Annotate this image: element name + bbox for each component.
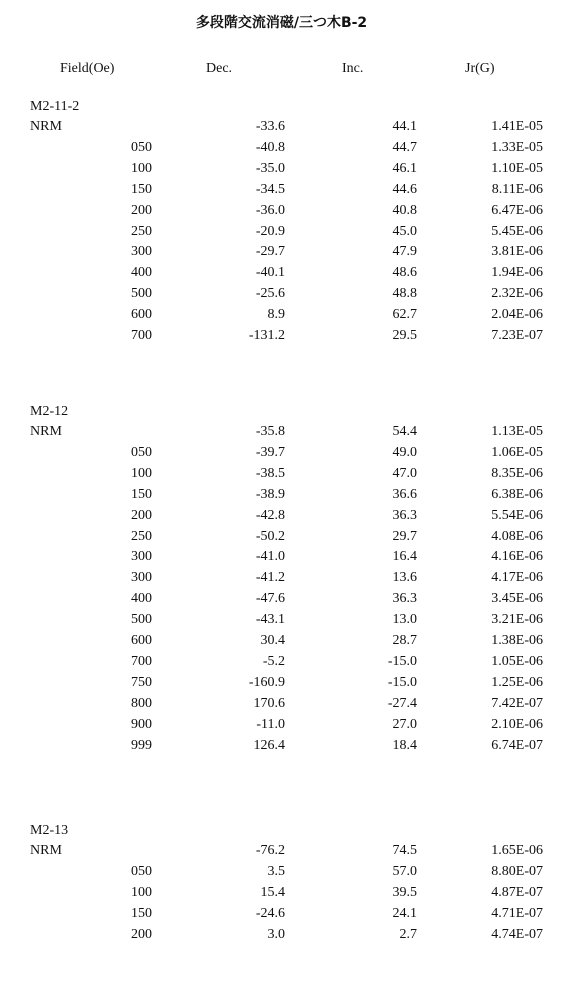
dec-cell: -43.1 xyxy=(255,612,285,628)
table-row xyxy=(0,487,563,507)
field-cell: 750 xyxy=(131,674,152,690)
table-row xyxy=(0,633,563,653)
dec-cell: -40.1 xyxy=(255,265,285,281)
jr-cell: 1.06E-05 xyxy=(491,444,543,460)
jr-cell: 2.10E-06 xyxy=(491,716,543,732)
table-row xyxy=(0,161,563,181)
field-cell: 500 xyxy=(131,612,152,628)
jr-cell: 1.41E-05 xyxy=(491,119,543,134)
field-cell: 050 xyxy=(131,139,152,155)
inc-cell: 74.5 xyxy=(392,843,417,858)
inc-cell: 24.1 xyxy=(392,905,417,921)
inc-cell: 49.0 xyxy=(392,444,417,460)
jr-cell: 1.94E-06 xyxy=(491,265,543,281)
table-row xyxy=(0,843,563,863)
header-dec: Dec. xyxy=(206,61,233,76)
jr-cell: 7.23E-07 xyxy=(491,328,543,343)
field-cell: 150 xyxy=(131,486,152,502)
jr-cell: 4.74E-07 xyxy=(491,926,543,942)
table-row xyxy=(0,717,563,737)
dec-cell: -42.8 xyxy=(255,507,285,523)
dec-cell: 8.9 xyxy=(267,307,285,323)
table-row xyxy=(0,119,563,139)
dec-cell: -24.6 xyxy=(255,905,285,921)
jr-cell: 8.35E-06 xyxy=(491,465,543,481)
table-row xyxy=(0,182,563,202)
jr-cell: 1.65E-06 xyxy=(491,843,543,858)
field-cell: 100 xyxy=(131,160,152,176)
jr-cell: 3.45E-06 xyxy=(491,591,543,607)
jr-cell: 8.11E-06 xyxy=(491,181,543,197)
inc-cell: 62.7 xyxy=(392,307,417,323)
jr-cell: 6.74E-07 xyxy=(491,737,543,753)
field-cell: 400 xyxy=(131,591,152,607)
dec-cell: -39.7 xyxy=(255,444,285,460)
field-cell: 300 xyxy=(131,549,152,565)
table-row xyxy=(0,244,563,264)
table-row xyxy=(0,203,563,223)
inc-cell: 36.3 xyxy=(392,507,417,523)
table-row xyxy=(0,864,563,884)
inc-cell: 44.1 xyxy=(392,119,417,134)
jr-cell: 1.38E-06 xyxy=(491,633,543,648)
dec-cell: -20.9 xyxy=(255,223,285,239)
table-row xyxy=(0,654,563,674)
table-row xyxy=(0,424,563,444)
dec-cell: -41.0 xyxy=(255,549,285,565)
header-jr: Jr(G) xyxy=(465,61,495,76)
jr-cell: 2.04E-06 xyxy=(491,307,543,323)
field-cell: 250 xyxy=(131,223,152,239)
dec-cell: -160.9 xyxy=(248,674,285,690)
inc-cell: 44.6 xyxy=(392,181,417,197)
jr-cell: 4.16E-06 xyxy=(491,549,543,565)
jr-cell: 4.08E-06 xyxy=(491,528,543,544)
dec-cell: -131.2 xyxy=(248,328,285,343)
field-cell: 800 xyxy=(131,695,152,711)
inc-cell: 2.7 xyxy=(399,926,417,942)
jr-cell: 1.05E-06 xyxy=(491,653,543,669)
dec-cell: -38.5 xyxy=(255,465,285,481)
table-row xyxy=(0,591,563,611)
jr-cell: 1.10E-05 xyxy=(491,160,543,176)
field-cell: 400 xyxy=(131,265,152,281)
field-cell: 700 xyxy=(131,328,152,343)
inc-cell: 29.5 xyxy=(392,328,417,343)
table-row xyxy=(0,906,563,926)
field-cell: 150 xyxy=(131,181,152,197)
inc-cell: 57.0 xyxy=(392,863,417,879)
jr-cell: 4.87E-07 xyxy=(491,884,543,900)
dec-cell: 30.4 xyxy=(260,633,285,648)
dec-cell: 170.6 xyxy=(253,695,285,711)
jr-cell: 4.71E-07 xyxy=(491,905,543,921)
field-cell: 600 xyxy=(131,633,152,648)
table-row xyxy=(0,265,563,285)
jr-cell: 1.13E-05 xyxy=(491,424,543,439)
table-row xyxy=(0,570,563,590)
inc-cell: 40.8 xyxy=(392,202,417,218)
table-row xyxy=(0,445,563,465)
dec-cell: 126.4 xyxy=(253,737,285,753)
dec-cell: -41.2 xyxy=(255,570,285,586)
table-row xyxy=(0,328,563,348)
dec-cell: -34.5 xyxy=(255,181,285,197)
field-cell: NRM xyxy=(30,119,62,134)
dec-cell: -36.0 xyxy=(255,202,285,218)
inc-cell: 18.4 xyxy=(392,737,417,753)
jr-cell: 7.42E-07 xyxy=(491,695,543,711)
inc-cell: 36.3 xyxy=(392,591,417,607)
field-cell: 500 xyxy=(131,286,152,302)
field-cell: 100 xyxy=(131,884,152,900)
jr-cell: 3.21E-06 xyxy=(491,612,543,628)
field-cell: 300 xyxy=(131,244,152,260)
dec-cell: -5.2 xyxy=(262,653,285,669)
table-row xyxy=(0,738,563,758)
field-cell: 999 xyxy=(131,737,152,753)
dec-cell: -11.0 xyxy=(256,716,285,732)
inc-cell: 27.0 xyxy=(392,716,417,732)
table-row xyxy=(0,307,563,327)
jr-cell: 3.81E-06 xyxy=(491,244,543,260)
inc-cell: 47.9 xyxy=(392,244,417,260)
field-cell: 700 xyxy=(131,653,152,669)
inc-cell: 44.7 xyxy=(392,139,417,155)
field-cell: 900 xyxy=(131,716,152,732)
table-row xyxy=(0,675,563,695)
inc-cell: 47.0 xyxy=(392,465,417,481)
section-title: M2-11-2 xyxy=(30,99,80,114)
jr-cell: 6.38E-06 xyxy=(491,486,543,502)
inc-cell: -27.4 xyxy=(387,695,417,711)
jr-cell: 2.32E-06 xyxy=(491,286,543,302)
table-row xyxy=(0,286,563,306)
field-cell: 200 xyxy=(131,926,152,942)
table-row xyxy=(0,466,563,486)
jr-cell: 1.33E-05 xyxy=(491,139,543,155)
inc-cell: 16.4 xyxy=(392,549,417,565)
inc-cell: 36.6 xyxy=(392,486,417,502)
field-cell: NRM xyxy=(30,843,62,858)
inc-cell: 29.7 xyxy=(392,528,417,544)
section-title: M2-12 xyxy=(30,404,69,419)
dec-cell: -47.6 xyxy=(255,591,285,607)
inc-cell: 46.1 xyxy=(392,160,417,176)
inc-cell: 48.6 xyxy=(392,265,417,281)
table-row xyxy=(0,885,563,905)
table-row xyxy=(0,549,563,569)
table-row xyxy=(0,696,563,716)
inc-cell: 45.0 xyxy=(392,223,417,239)
table-row xyxy=(0,508,563,528)
table-row xyxy=(0,224,563,244)
dec-cell: -35.8 xyxy=(255,424,285,439)
inc-cell: 54.4 xyxy=(392,424,417,439)
inc-cell: 48.8 xyxy=(392,286,417,302)
inc-cell: -15.0 xyxy=(387,674,417,690)
inc-cell: 28.7 xyxy=(392,633,417,648)
inc-cell: 39.5 xyxy=(392,884,417,900)
jr-cell: 8.80E-07 xyxy=(491,863,543,879)
dec-cell: -76.2 xyxy=(255,843,285,858)
dec-cell: 3.0 xyxy=(267,926,285,942)
field-cell: 050 xyxy=(131,444,152,460)
field-cell: 600 xyxy=(131,307,152,323)
field-cell: 200 xyxy=(131,202,152,218)
section-title: M2-13 xyxy=(30,823,69,838)
dec-cell: -33.6 xyxy=(255,119,285,134)
dec-cell: -50.2 xyxy=(255,528,285,544)
header-inc: Inc. xyxy=(342,61,364,76)
table-row xyxy=(0,529,563,549)
dec-cell: -29.7 xyxy=(255,244,285,260)
page-title: 多段階交流消磁/三つ木B-2 xyxy=(195,15,368,31)
inc-cell: -15.0 xyxy=(387,653,417,669)
field-cell: NRM xyxy=(30,424,62,439)
field-cell: 100 xyxy=(131,465,152,481)
dec-cell: -40.8 xyxy=(255,139,285,155)
dec-cell: -35.0 xyxy=(255,160,285,176)
table-row xyxy=(0,927,563,947)
inc-cell: 13.6 xyxy=(392,570,417,586)
jr-cell: 4.17E-06 xyxy=(491,570,543,586)
dec-cell: -38.9 xyxy=(255,486,285,502)
jr-cell: 5.45E-06 xyxy=(491,223,543,239)
field-cell: 150 xyxy=(131,905,152,921)
field-cell: 200 xyxy=(131,507,152,523)
inc-cell: 13.0 xyxy=(392,612,417,628)
header-field: Field(Oe) xyxy=(60,61,115,76)
table-row xyxy=(0,612,563,632)
jr-cell: 1.25E-06 xyxy=(491,674,543,690)
field-cell: 250 xyxy=(131,528,152,544)
field-cell: 300 xyxy=(131,570,152,586)
table-row xyxy=(0,140,563,160)
jr-cell: 5.54E-06 xyxy=(491,507,543,523)
field-cell: 050 xyxy=(131,863,152,879)
dec-cell: 15.4 xyxy=(260,884,285,900)
jr-cell: 6.47E-06 xyxy=(491,202,543,218)
dec-cell: -25.6 xyxy=(255,286,285,302)
dec-cell: 3.5 xyxy=(267,863,285,879)
